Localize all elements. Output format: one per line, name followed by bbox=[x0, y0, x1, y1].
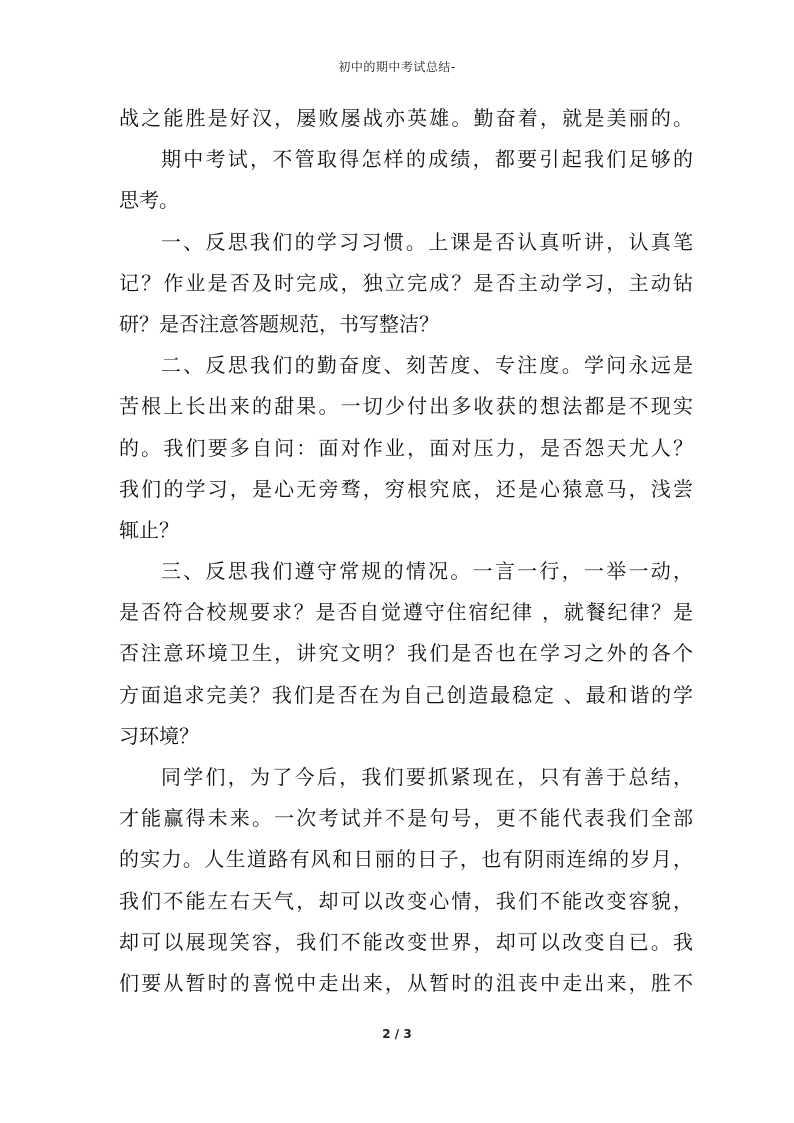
text-line: 却可以展现笑容，我们不能改变世界，却可以改变自已。我 bbox=[119, 929, 693, 954]
text-line: 的。我们要多自问：面对作业，面对压力，是否怨天尤人？ bbox=[119, 435, 693, 460]
text-line: 才能赢得未来。一次考试并不是句号，更不能代表我们全部 bbox=[119, 806, 693, 831]
page-number: 2 / 3 bbox=[382, 1027, 412, 1041]
text-line: 研？是否注意答题规范，书写整洁？ bbox=[119, 311, 439, 336]
text-line: 记？作业是否及时完成，独立完成？是否主动学习，主动钻 bbox=[119, 270, 693, 295]
text-line: 苦根上长出来的甜果。一切少付出多收获的想法都是不现实 bbox=[119, 394, 693, 419]
text-line: 我们的学习，是心无旁骛，穷根究底，还是心猿意马，浅尝 bbox=[119, 476, 693, 501]
text-line: 二、反思我们的勤奋度、刻苦度、专注度。学问永远是 bbox=[161, 353, 693, 378]
text-line: 辄止？ bbox=[119, 517, 179, 542]
text-line: 战之能胜是好汉，屡败屡战亦英雄。勤奋着，就是美丽的。 bbox=[119, 106, 693, 130]
text-line: 同学们，为了今后，我们要抓紧现在，只有善于总结， bbox=[161, 765, 693, 789]
text-line: 思考。 bbox=[119, 188, 179, 213]
text-line: 否注意环境卫生，讲究文明？我们是否也在学习之外的各个 bbox=[119, 641, 693, 666]
text-line: 一、反思我们的学习习惯。上课是否认真听讲，认真笔 bbox=[161, 229, 693, 254]
text-line: 习环境？ bbox=[119, 723, 199, 748]
text-line: 三、反思我们遵守常规的情况。一言一行，一举一动， bbox=[161, 559, 693, 584]
text-line: 们要从暂时的喜悦中走出来，从暂时的沮丧中走出来，胜不 bbox=[119, 970, 693, 995]
text-line: 期中考试，不管取得怎样的成绩，都要引起我们足够的 bbox=[161, 147, 693, 172]
text-line: 我们不能左右天气，却可以改变心情，我们不能改变容貌， bbox=[119, 888, 693, 913]
page-header: 初中的期中考试总结- bbox=[338, 60, 456, 74]
text-line: 是否符合校规要求？是否自觉遵守住宿纪律 ，就餐纪律？是 bbox=[119, 600, 693, 625]
text-line: 方面追求完美？我们是否在为自己创造最稳定 、最和谐的学 bbox=[119, 682, 693, 707]
document-body bbox=[119, 98, 693, 1004]
text-line: 的实力。人生道路有风和日丽的日子，也有阴雨连绵的岁月， bbox=[119, 847, 693, 872]
